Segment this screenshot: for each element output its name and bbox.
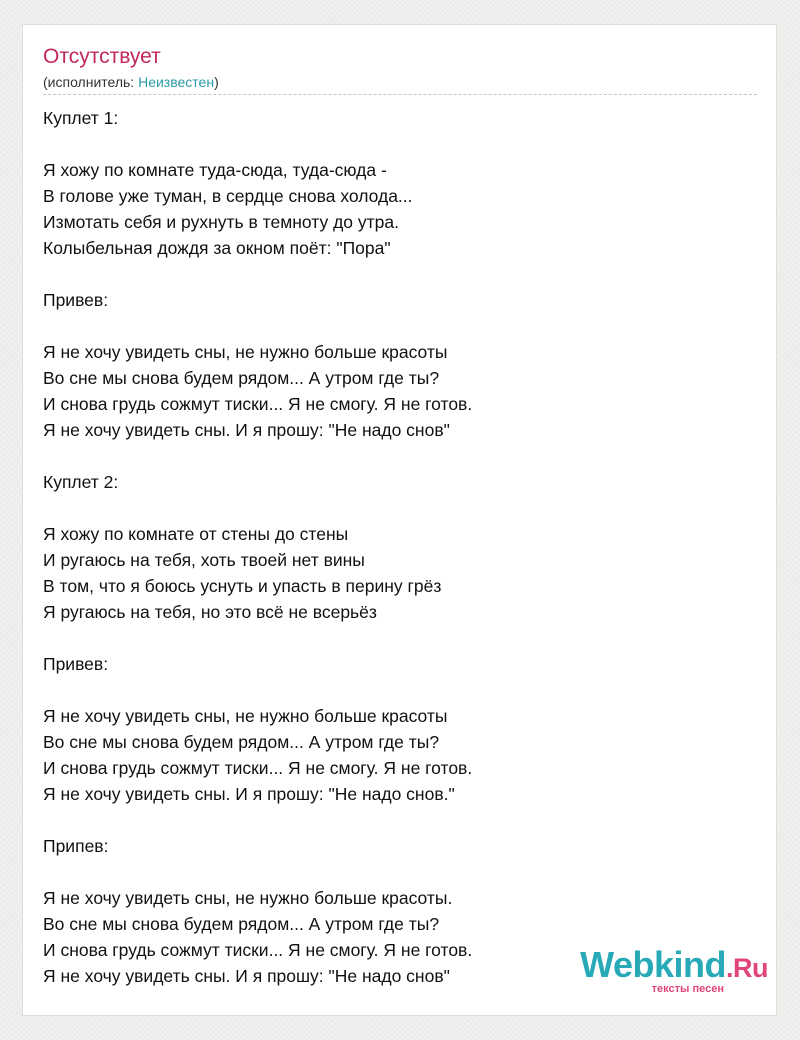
lyrics-stanza — [43, 703, 743, 807]
lyric-line: Я не хочу увидеть сны. И я прошу: "Не надо снов" — [43, 420, 450, 440]
lyrics-stanza — [43, 287, 743, 313]
lyric-line: В том, что я боюсь уснуть и упасть в перину грёз — [43, 576, 442, 596]
lyric-line: Я не хочу увидеть сны, не нужно больше красоты — [43, 342, 448, 362]
lyric-line: Я не хочу увидеть сны, не нужно больше красоты — [43, 706, 448, 726]
lyric-line: Во сне мы снова будем рядом... А утром где ты? — [43, 368, 440, 388]
lyric-line: Припев: — [43, 836, 109, 856]
lyric-line: Куплет 2: — [43, 472, 119, 492]
lyrics-stanza — [43, 521, 743, 625]
logo-wordmark — [580, 944, 768, 986]
lyric-line: Я не хочу увидеть сны. И я прошу: "Не надо снов" — [43, 966, 450, 986]
webkind-logo[interactable] — [580, 944, 768, 995]
artist-link[interactable]: Неизвестен — [138, 74, 215, 90]
artist-line — [43, 73, 219, 91]
lyric-line: Я не хочу увидеть сны. И я прошу: "Не надо снов." — [43, 784, 455, 804]
lyric-line: Колыбельная дождя за окном поёт: "Пора" — [43, 238, 391, 258]
lyric-line: И снова грудь сожмут тиски... Я не смогу. Я не готов. — [43, 940, 473, 960]
lyric-line: Я хожу по комнате туда-сюда, туда-сюда - — [43, 160, 387, 180]
lyrics-body — [43, 105, 743, 1015]
artist-suffix: ) — [214, 74, 219, 90]
lyric-line: Я не хочу увидеть сны, не нужно больше красоты. — [43, 888, 453, 908]
lyric-line: Я ругаюсь на тебя, но это всё не всерьёз — [43, 602, 377, 622]
lyric-line: В голове уже туман, в сердце снова холода... — [43, 186, 413, 206]
lyric-line: И снова грудь сожмут тиски... Я не смогу. Я не готов. — [43, 394, 473, 414]
logo-tld: .Ru — [726, 953, 768, 983]
lyric-line: Во сне мы снова будем рядом... А утром где ты? — [43, 914, 440, 934]
lyric-line: Измотать себя и рухнуть в темноту до утра. — [43, 212, 399, 232]
title-divider — [43, 94, 757, 95]
artist-prefix: (исполнитель: — [43, 74, 139, 90]
song-title: Отсутствует — [43, 45, 161, 68]
lyrics-stanza — [43, 833, 743, 859]
lyrics-stanza — [43, 105, 743, 131]
lyrics-card — [22, 24, 777, 1016]
logo-tagline: тексты песен — [651, 983, 724, 995]
lyric-line: Привев: — [43, 654, 109, 674]
lyric-line: Во сне мы снова будем рядом... А утром где ты? — [43, 732, 440, 752]
lyrics-stanza — [43, 469, 743, 495]
lyric-line: И снова грудь сожмут тиски... Я не смогу. Я не готов. — [43, 758, 473, 778]
lyrics-stanza — [43, 339, 743, 443]
lyric-line: Привев: — [43, 290, 109, 310]
lyric-line: Куплет 1: — [43, 108, 119, 128]
lyrics-stanza — [43, 157, 743, 261]
lyric-line: И ругаюсь на тебя, хоть твоей нет вины — [43, 550, 365, 570]
logo-name: Webkind — [580, 944, 726, 985]
lyrics-stanza — [43, 651, 743, 677]
lyric-line: Я хожу по комнате от стены до стены — [43, 524, 349, 544]
